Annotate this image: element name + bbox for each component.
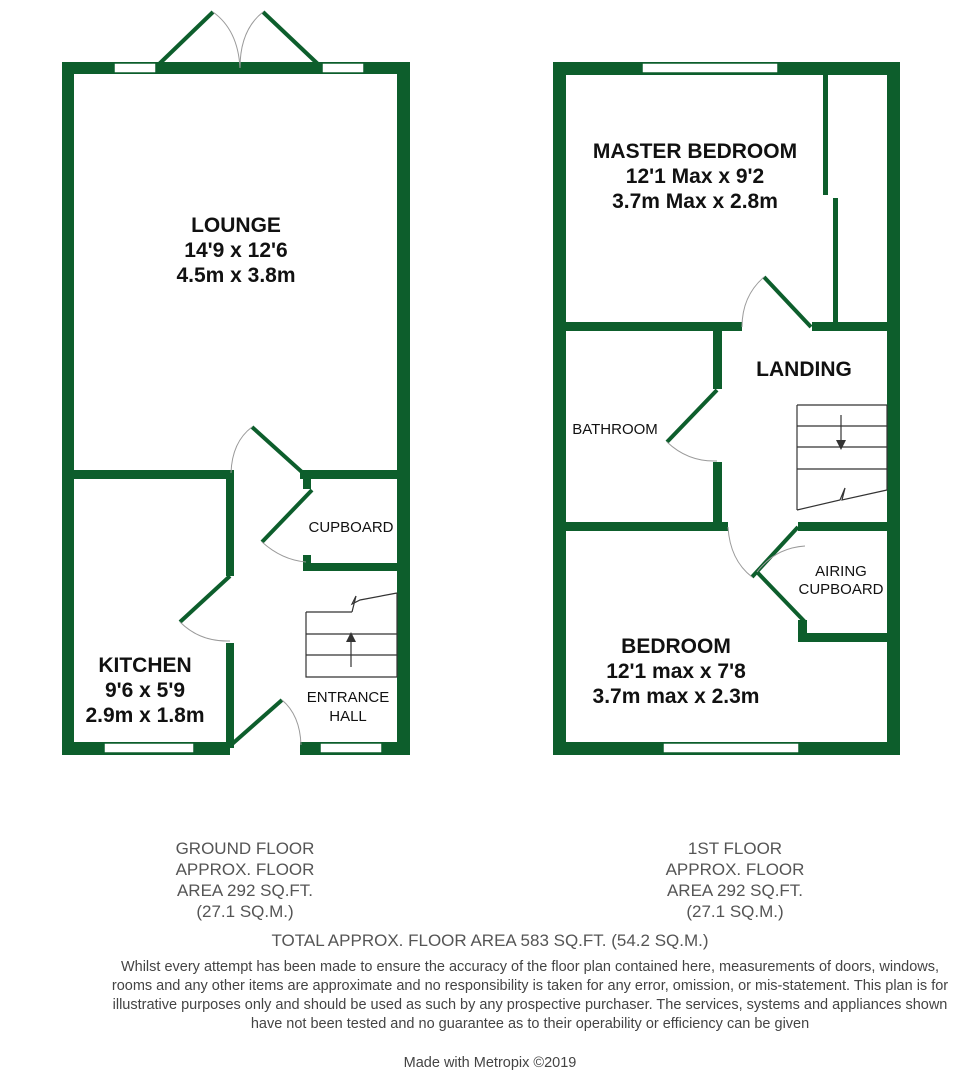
entrance-hall-line1: ENTRANCE xyxy=(306,689,390,706)
master-bedroom-metric: 3.7m Max x 2.8m xyxy=(612,190,778,213)
kitchen-imperial: 9'6 x 5'9 xyxy=(104,679,186,702)
first-floor-stairs xyxy=(797,405,887,510)
kitchen-name: KITCHEN xyxy=(98,654,192,677)
cupboard-label: CUPBOARD xyxy=(308,519,394,536)
lounge-window-right xyxy=(322,63,364,73)
bedroom-name: BEDROOM xyxy=(621,635,731,658)
bedroom-imperial: 12'1 max x 7'8 xyxy=(606,660,746,683)
first-floor-area-line3: AREA 292 SQ.FT. xyxy=(666,881,804,900)
ground-floor-area xyxy=(135,838,355,922)
kitchen-metric: 2.9m x 1.8m xyxy=(85,704,205,727)
ground-floor-plan xyxy=(62,12,410,755)
ground-floor-walls xyxy=(62,62,410,755)
metropix-credit: Made with Metropix ©2019 xyxy=(403,1055,577,1071)
airing-cupboard-line1: AIRING xyxy=(815,563,867,580)
master-bedroom-name: MASTER BEDROOM xyxy=(592,140,798,163)
master-bedroom-imperial: 12'1 Max x 9'2 xyxy=(625,165,765,188)
ground-floor-stairs xyxy=(306,593,397,677)
first-floor-area-line4: (27.1 SQ.M.) xyxy=(686,902,784,921)
ground-floor-doors xyxy=(157,12,320,745)
lounge-imperial: 14'9 x 12'6 xyxy=(184,239,288,262)
first-floor-plan xyxy=(553,62,900,755)
ground-floor-area-line4: (27.1 SQ.M.) xyxy=(196,902,294,921)
bedroom-window xyxy=(663,743,799,753)
first-floor-area-line1: 1ST FLOOR xyxy=(687,839,783,858)
lounge-metric: 4.5m x 3.8m xyxy=(176,264,296,287)
master-bedroom-window xyxy=(642,63,778,73)
kitchen-window xyxy=(104,743,194,753)
hall-window xyxy=(320,743,382,753)
lounge-name: LOUNGE xyxy=(191,214,281,237)
first-floor-area-line2: APPROX. FLOOR xyxy=(665,860,805,879)
disclaimer-text: Whilst every attempt has been made to ensure the accuracy of the floor plan contained here, measurements of doors, windows, rooms and any other items are approximate and no responsibility is taken for any error, omission, or mis-statement. This plan is for illustrative purposes only and should be used as such by any prospective purchaser. The services, systems and appliances shown have not been tested and no guarantee as to their operability or efficiency can be given xyxy=(111,959,949,1032)
first-floor-area xyxy=(625,838,845,922)
ground-floor-area-line2: APPROX. FLOOR xyxy=(175,860,315,879)
landing-label: LANDING xyxy=(756,358,852,381)
bedroom-metric: 3.7m max x 2.3m xyxy=(592,685,760,708)
ground-floor-windows xyxy=(104,63,382,753)
total-floor-area: TOTAL APPROX. FLOOR AREA 583 SQ.FT. (54.2 SQ.M.) xyxy=(271,931,709,950)
airing-cupboard-line2: CUPBOARD xyxy=(798,581,884,598)
lounge-window-left xyxy=(114,63,156,73)
bathroom-label: BATHROOM xyxy=(572,421,658,438)
ground-floor-area-line3: AREA 292 SQ.FT. xyxy=(176,881,314,900)
entrance-hall-line2: HALL xyxy=(329,708,367,725)
ground-floor-area-line1: GROUND FLOOR xyxy=(175,839,315,858)
